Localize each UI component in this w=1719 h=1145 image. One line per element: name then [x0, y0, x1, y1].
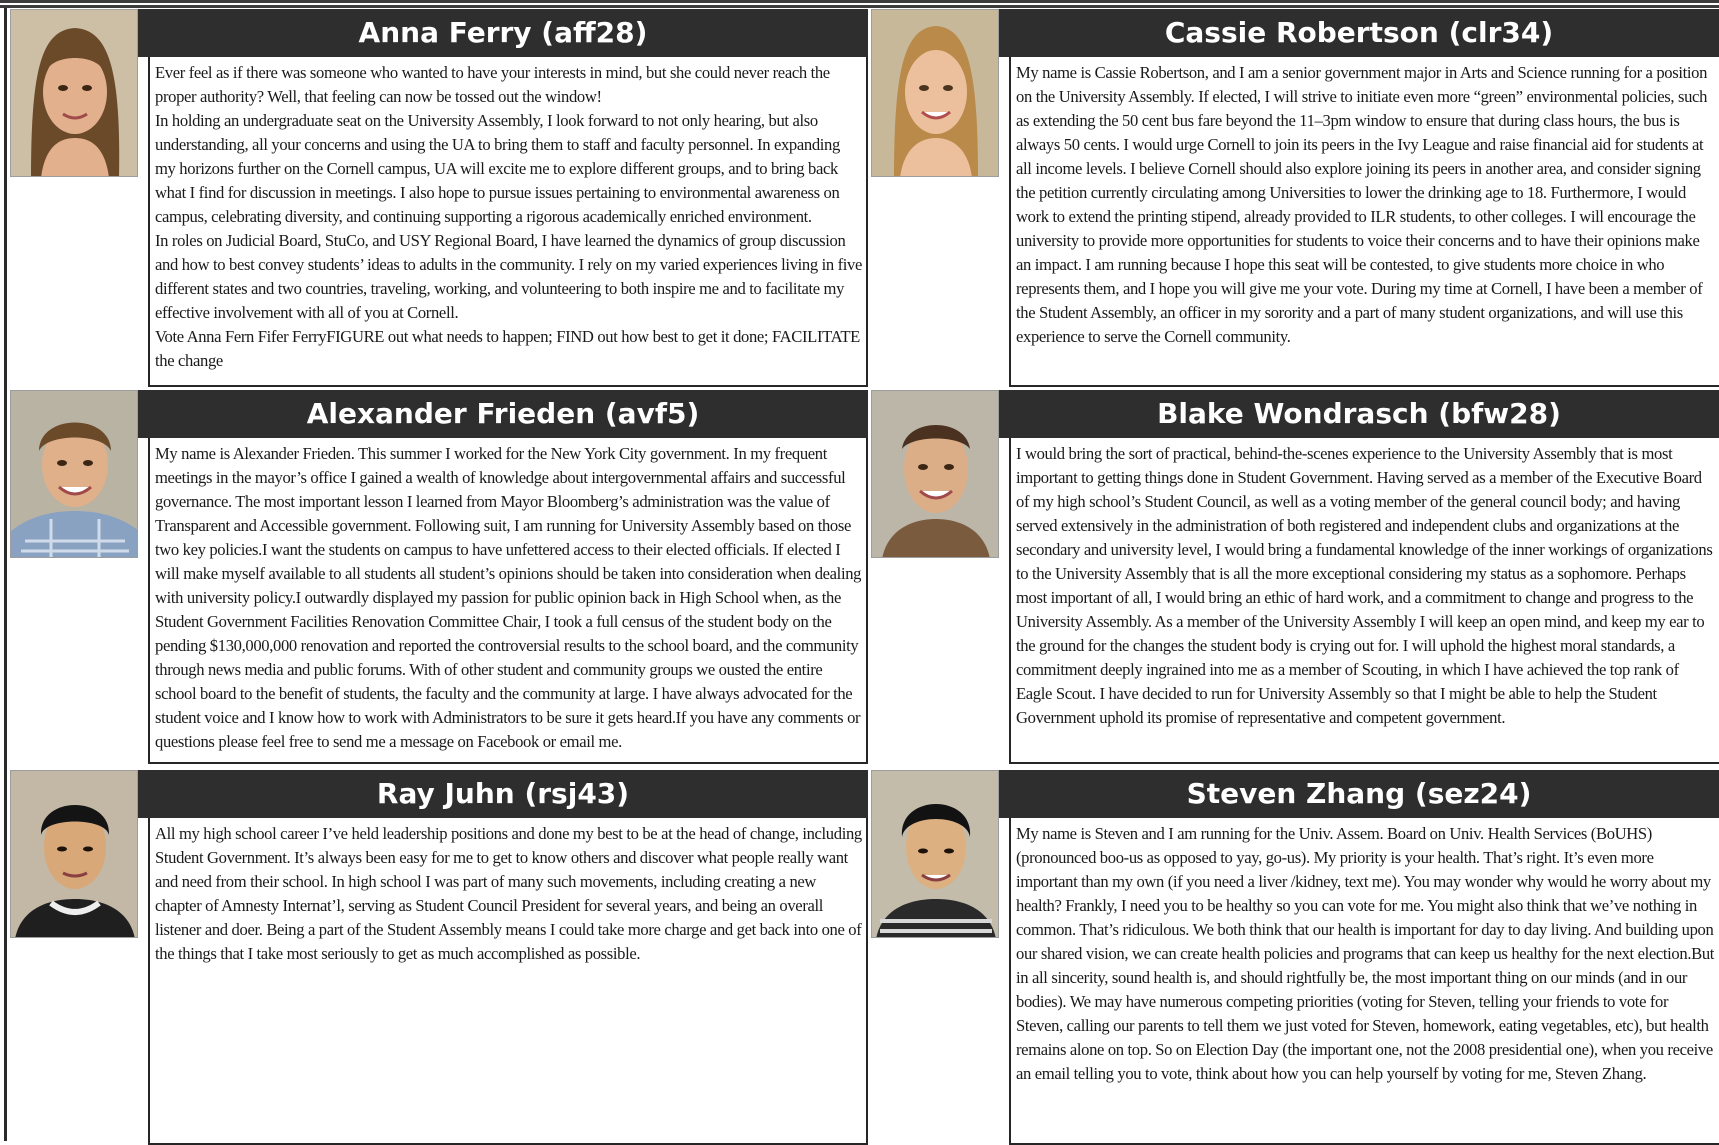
- bio-paragraph: All my high school career I’ve held leadership positions and done my best to be at the head of change, including Student Government. It’s always been easy for me to get to know others and discover what people really want and need from their school. In high school I was part of many such movements, including creating a new chapter of Amnesty Internat’l, serving as Student Council President for several years, and being an overall listener and doer. Being a part of the Student Assembly means I could take more charge and get back into one of the things that I take most seriously to get as much accomplished as possible.: [155, 824, 862, 963]
- candidate-photo: [10, 770, 138, 938]
- candidate-photo: [10, 9, 138, 177]
- candidate-photo: [871, 770, 999, 938]
- bio-paragraph: My name is Alexander Frieden. This summer I worked for the New York City government. In my frequent meetings in the mayor’s office I gained a wealth of knowledge about intergovernmental affairs and successful governance. The most important lesson I learned from Mayor Bloomberg’s administration was the value of Transparent and Accessible government. Following suit, I am running for University Assembly based on those two key policies.I want the students on campus to have unfettered access to their elected officials. If elected I will make myself available to all students all student’s opinions should be taken into consideration when dealing with university policy.I outwardly displayed my passion for public opinion back in High School when, as the Student Government Facilities Renovation Committee Chair, I took a full census of the student body on the pending $130,000,000 renovation and reported the controversial results to the school board, and the community through news media and public forums. With of other student and community groups we ousted the entire school board to the benefit of students, the faculty and the community at large. I have always advocated for the student voice and I know how to work with Administrators to be sure it gets heard.If you have any comments or questions please feel free to send me a message on Facebook or email me.: [155, 444, 862, 751]
- page-left-rule: [4, 8, 7, 1141]
- bio-paragraph: Ever feel as if there was someone who wanted to have your interests in mind, but she could never reach the proper authority? Well, that feeling can now be tossed out the window!: [155, 63, 830, 106]
- candidate-name: Alexander Frieden (avf5): [138, 390, 868, 438]
- candidate-photo: [871, 390, 999, 558]
- candidate-photo: [10, 390, 138, 558]
- candidate-card-blake-wondrasch: [871, 390, 1719, 764]
- page-top-rule-inner: [0, 3, 1719, 5]
- candidate-name: Steven Zhang (sez24): [999, 770, 1719, 818]
- candidate-bio: [1009, 818, 1719, 1145]
- candidate-bio: [1009, 438, 1719, 764]
- candidate-bio: [148, 438, 868, 764]
- candidate-name: Blake Wondrasch (bfw28): [999, 390, 1719, 438]
- candidate-name: Ray Juhn (rsj43): [138, 770, 868, 818]
- candidate-card-cassie-robertson: [871, 9, 1719, 387]
- candidate-card-alexander-frieden: [10, 390, 868, 764]
- candidate-card-steven-zhang: [871, 770, 1719, 1145]
- candidate-bio: [1009, 57, 1719, 387]
- bio-paragraph: I would bring the sort of practical, behind-the-scenes experience to the University Assembly that is most important to getting things done in Student Government. Having served as a member of the Executive Board of my high school’s Student Council, as well as a voting member of the general council body; and having served extensively in the administration of both registered and independent clubs and organizations at the secondary and university level, I would bring a fundamental knowledge of the inner workings of organizations to the University Assembly that is all the more exceptional considering my status as a sophomore. Perhaps most important of all, I would bring an ethic of hard work, and a commitment to change and progress to the University Assembly. As a member of the University Assembly I will keep an open mind, and keep my ear to the ground for the changes the student body is crying out for. I will uphold the highest moral standards, a commitment deeply ingrained into me as a member of Scouting, in which I have achieved the top rank of Eagle Scout. I have decided to run for University Assembly so that I might be able to help the Student Government uphold its promise of representative and competent government.: [1016, 444, 1713, 727]
- bio-paragraph: My name is Cassie Robertson, and I am a senior government major in Arts and Science running for a position on the University Assembly. If elected, I will strive to initiate even more “green” environmental policies, such as extending the 50 cent bus fare beyond the 11–3pm window to ensure that during class hours, the bus is always 50 cents. I would urge Cornell to join its peers in the Ivy League and raise financial aid for students at all income levels. I believe Cornell should also explore joining its peers in another area, and consider signing the petition currently circulating among Universities to lower the drinking age to 18. Furthermore, I would work to extend the printing stipend, already provided to ILR students, to other colleges. I will encourage the university to provide more opportunities for students to voice their concerns and to have their opinions make an impact. I am running because I hope this seat will be contested, to give students more choice in who represents them, and I hope you will give me your vote. During my time at Cornell, I have been a member of the Student Assembly, an officer in my sorority and a part of many student organizations, and will use this experience to serve the Cornell community.: [1016, 63, 1708, 346]
- bio-paragraph: My name is Steven and I am running for the Univ. Assem. Board on Univ. Health Services (BoUHS) (pronounced boo-us as opposed to yay, go-us). My priority is your health. That’s right. It’s even more important than my own (if you need a liver /kidney, text me). You may wonder why would he worry about my health? Frankly, I need you to be healthy so you can vote for me. You might also think that we’ve nothing in common. That’s ridiculous. We both think that our health is important for day to day living. And building upon our shared vision, we can create health policies and programs that can keep us healthy for the next election.But in all sincerity, sound health is, and should rightfully be, the most important thing on our minds (and in our bodies). We may have numerous competing priorities (voting for Steven, telling your friends to vote for Steven, calling our parents to tell them we just voted for Steven, homework, eating vegetables, etc), but health remains alone on top. So on Election Day (the important one, not the 2008 presidential one), when you receive an email telling you to vote, think about how you can help yourself by voting for me, Steven Zhang.: [1016, 824, 1715, 1083]
- bio-paragraph: Vote Anna Fern Fifer FerryFIGURE out what needs to happen; FIND out how best to get it done; FACILITATE the change: [155, 327, 860, 370]
- candidate-bio: [148, 818, 868, 1145]
- bio-paragraph: In roles on Judicial Board, StuCo, and USY Regional Board, I have learned the dynamics of group discussion and how to best convey students’ ideas to adults in the community. I rely on my varied experiences living in five different states and two countries, traveling, working, and volunteering to both inspire me and to facilitate my effective involvement with all of you at Cornell.: [155, 231, 862, 322]
- candidate-name: Cassie Robertson (clr34): [999, 9, 1719, 57]
- candidate-card-ray-juhn: [10, 770, 868, 1145]
- candidate-photo: [871, 9, 999, 177]
- candidate-card-anna-ferry: [10, 9, 868, 387]
- bio-paragraph: In holding an undergraduate seat on the University Assembly, I look forward to not only hearing, but also understanding, all your concerns and using the UA to bring them to staff and faculty personnel. In expanding my horizons further on the Cornell campus, UA will excite me to explore different groups, and to bring back what I find for discussion in meetings. I also hope to pursue issues pertaining to environmental awareness on campus, celebrating diversity, and continuing supporting a rigorous academically enriched environment.: [155, 111, 840, 226]
- candidate-name: Anna Ferry (aff28): [138, 9, 868, 57]
- candidate-bio: [148, 57, 868, 387]
